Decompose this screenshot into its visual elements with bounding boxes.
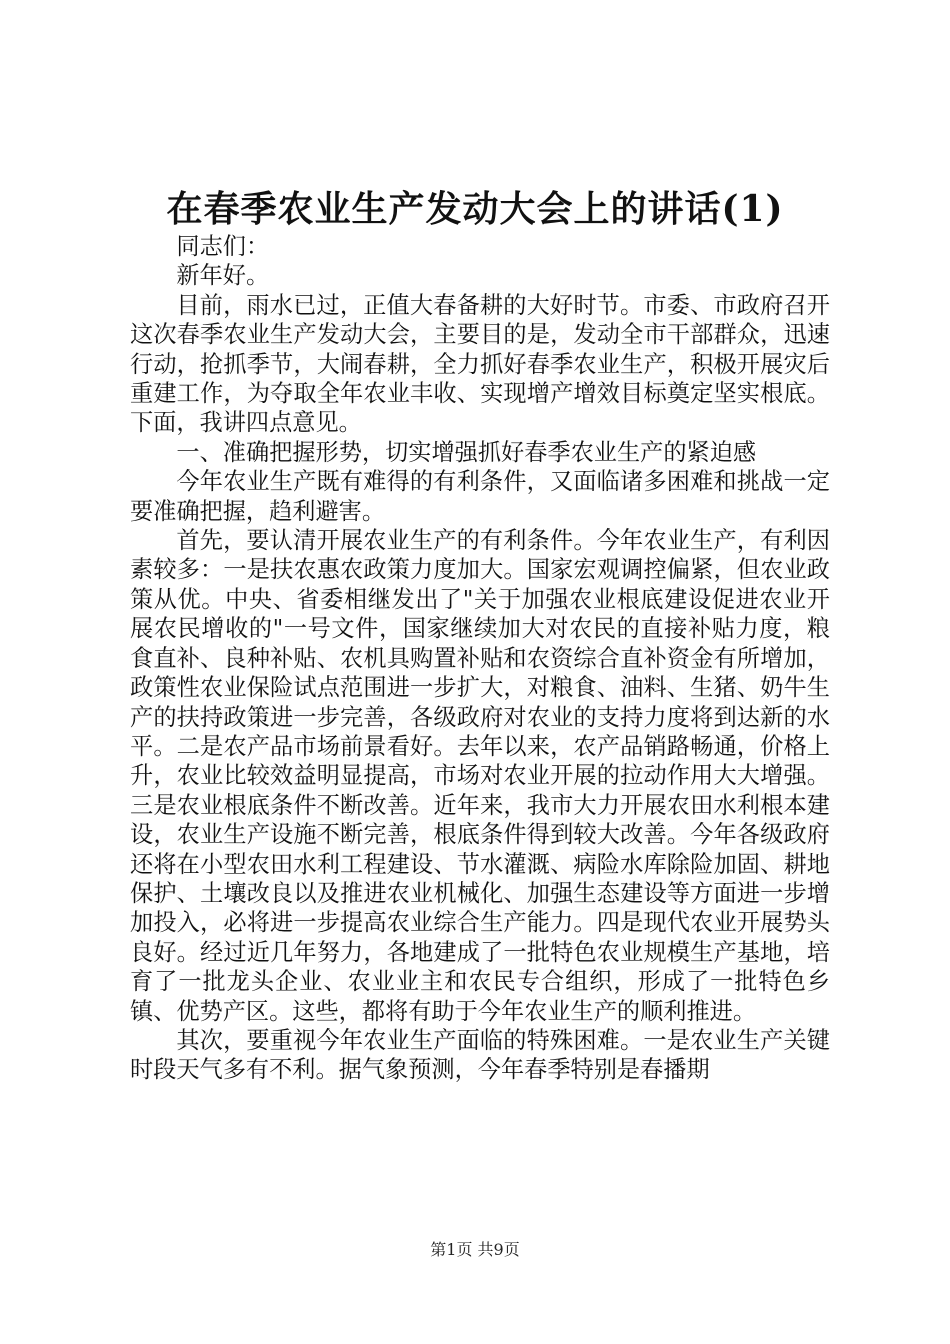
section-heading-1: 一、准确把握形势，切实增强抓好春季农业生产的紧迫感 — [176, 438, 757, 466]
paragraph-favorable-conditions: 首先，要认清开展农业生产的有利条件。今年农业生产，有利因素较多：一是扶农惠农政策力度加大。国家宏观调控偏紧，但农业政策从优。中央、省委相继发出了"关于加强农业根底建设促进农业开展农民增收的"一号文件，国家继续加大对农民的直接补贴力度，粮食直补、良种补贴、农机具购置补贴和农资综合直补资金有所增加，政策性农业保险试点范围进一步扩大，对粮食、油料、生猪、奶牛生产的扶持政策进一步完善，各级政府对农业的支持力度将到达新的水平。二是农产品市场前景看好。去年以来，农产品销路畅通，价格上升，农业比较效益明显提高，市场对农业开展的拉动作用大大增强。三是农业根底条件不断改善。近年来，我市大力开展农田水利根本建设，农业生产设施不断完善，根底条件得到较大改善。今年各级政府还将在小型农田水利工程建设、节水灌溉、病险水库除险加固、耕地保护、土壤改良以及推进农业机械化、加强生态建设等方面进一步增加投入，必将进一步提高农业综合生产能力。四是现代农业开展势头良好。经过近几年努力，各地建成了一批特色农业规模生产基地，培育了一批龙头企业、农业业主和农民专合组织，形成了一批特色乡镇、优势产区。这些，都将有助于今年农业生产的顺利推进。 — [130, 527, 830, 1025]
paragraph-intro: 目前，雨水已过，正值大春备耕的大好时节。市委、市政府召开这次春季农业生产发动大会，主要目的是，发动全市干部群众，迅速行动，抢抓季节，大闹春耕，全力抓好春季农业生产，积极开展灾后重建工作，为夺取全年农业丰收、实现增产增效目标奠定坚实根底。下面，我讲四点意见。 — [130, 291, 830, 437]
paragraph-greeting: 新年好。 — [176, 262, 270, 290]
document-title: 在春季农业生产发动大会上的讲话(1) — [166, 188, 784, 230]
paragraph-special-difficulties: 其次，要重视今年农业生产面临的特殊困难。一是农业生产关键时段天气多有不利。据气象预测，今年春季特别是春播期 — [130, 1026, 830, 1084]
document-body — [130, 232, 830, 1085]
page-number-footer: 第1页 共9页 — [430, 1240, 520, 1259]
paragraph-section-1-lead: 今年农业生产既有难得的有利条件，又面临诸多困难和挑战一定要准确把握，趋利避害。 — [130, 468, 830, 525]
paragraph-salutation: 同志们： — [176, 233, 270, 260]
